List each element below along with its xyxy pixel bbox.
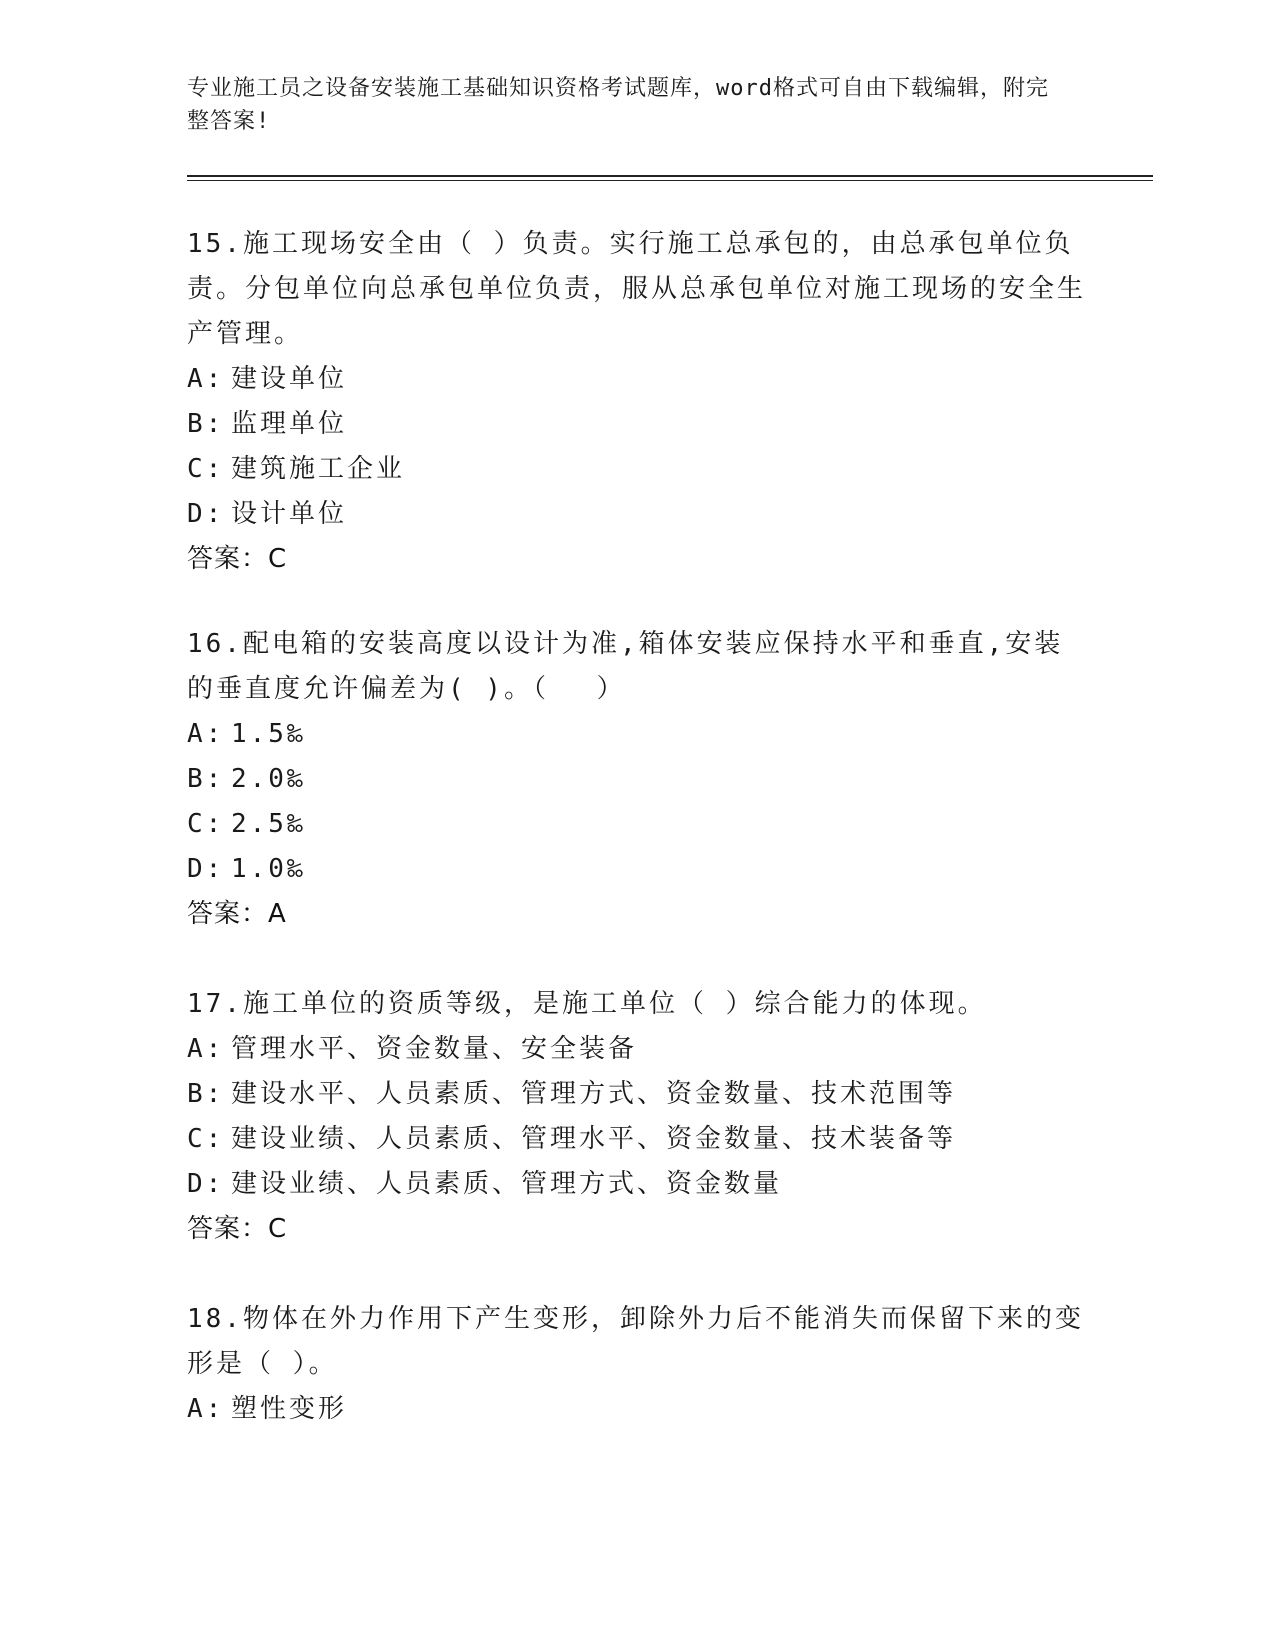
option-text: 管理水平、资金数量、安全装备: [231, 1034, 638, 1064]
document-header: [187, 72, 1067, 138]
option-a: [187, 1387, 1087, 1432]
option-text: 监理单位: [231, 409, 348, 439]
question-15: [187, 222, 1087, 582]
option-b: [187, 402, 1087, 447]
option-text: 1.5‰: [231, 719, 306, 749]
option-text: 建设单位: [231, 364, 348, 394]
option-c: [187, 1117, 1087, 1162]
option-letter: D:: [187, 854, 225, 884]
option-a: [187, 712, 1087, 757]
answer-line: 答案：C: [187, 1214, 288, 1244]
option-letter: C:: [187, 809, 225, 839]
question-stem: 15.施工现场安全由（ ）负责。实行施工总承包的，由总承包单位负责。分包单位向总承包单位负责，服从总承包单位对施工现场的安全生产管理。: [187, 229, 1087, 349]
option-text: 塑性变形: [231, 1394, 348, 1424]
option-a: [187, 357, 1087, 402]
option-text: 设计单位: [231, 499, 348, 529]
option-c: [187, 447, 1087, 492]
option-letter: A:: [187, 1034, 225, 1064]
option-d: [187, 847, 1087, 892]
option-letter: A:: [187, 1394, 225, 1424]
option-b: [187, 757, 1087, 802]
option-c: [187, 802, 1087, 847]
option-text: 2.5‰: [231, 809, 306, 839]
option-text: 建设业绩、人员素质、管理方式、资金数量: [231, 1169, 783, 1199]
question-17: [187, 982, 1087, 1252]
option-letter: B:: [187, 409, 225, 439]
option-letter: C:: [187, 454, 225, 484]
option-text: 2.0‰: [231, 764, 306, 794]
answer-line: 答案：C: [187, 544, 288, 574]
question-stem: 17.施工单位的资质等级，是施工单位（ ）综合能力的体现。: [187, 989, 987, 1019]
header-divider: [187, 175, 1153, 181]
option-letter: B:: [187, 1079, 225, 1109]
question-16: [187, 622, 1087, 937]
option-b: [187, 1072, 1087, 1117]
option-text: 建设水平、人员素质、管理方式、资金数量、技术范围等: [231, 1079, 957, 1109]
question-stem: 16.配电箱的安装高度以设计为准,箱体安装应保持水平和垂直,安装的垂直度允许偏差为( )。（ ）: [187, 629, 1064, 704]
option-text: 1.0‰: [231, 854, 306, 884]
option-letter: D:: [187, 1169, 225, 1199]
option-letter: A:: [187, 364, 225, 394]
question-18: [187, 1297, 1087, 1432]
header-title: 专业施工员之设备安装施工基础知识资格考试题库，word格式可自由下载编辑，附完整答案!: [187, 76, 1049, 134]
option-text: 建设业绩、人员素质、管理水平、资金数量、技术装备等: [231, 1124, 957, 1154]
option-a: [187, 1027, 1087, 1072]
option-letter: A:: [187, 719, 225, 749]
answer-line: 答案：A: [187, 899, 287, 929]
option-letter: D:: [187, 499, 225, 529]
option-d: [187, 492, 1087, 537]
option-letter: B:: [187, 764, 225, 794]
option-d: [187, 1162, 1087, 1207]
question-stem: 18.物体在外力作用下产生变形，卸除外力后不能消失而保留下来的变形是（ ）。: [187, 1304, 1084, 1379]
option-text: 建筑施工企业: [231, 454, 406, 484]
option-letter: C:: [187, 1124, 225, 1154]
